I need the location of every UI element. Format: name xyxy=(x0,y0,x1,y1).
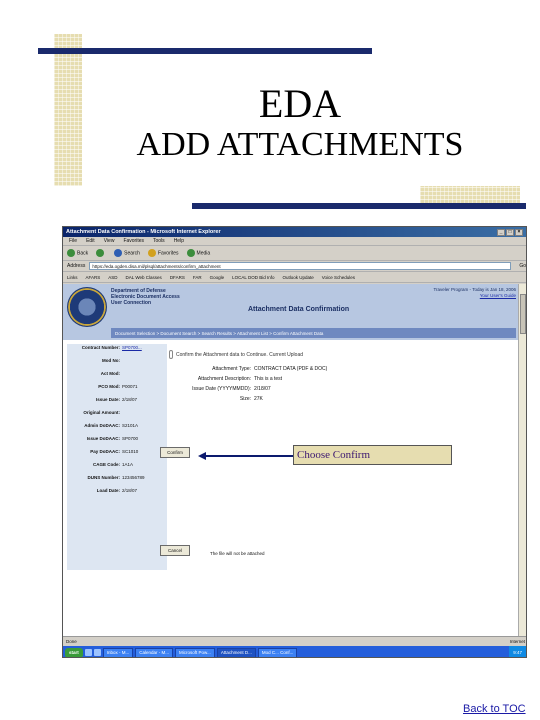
confirm-button[interactable]: Confirm xyxy=(160,447,190,458)
links-bar xyxy=(63,272,526,283)
link-outlook-update[interactable]: Outlook Update xyxy=(282,274,314,280)
media-icon xyxy=(187,249,195,257)
decorative-bottom-rule xyxy=(192,203,526,209)
taskbar-item-active[interactable]: Attachment D... xyxy=(217,648,256,658)
callout-arrow-icon xyxy=(198,452,206,460)
menu-tools[interactable]: Tools xyxy=(153,238,165,244)
info-row: Pay DoDAAC: SC1010 xyxy=(90,449,139,454)
forward-arrow-icon xyxy=(96,249,104,257)
eda-org-name: Department of Defense Electronic Document Access User Connection xyxy=(111,288,180,306)
back-button[interactable]: Back xyxy=(67,249,88,257)
screen-title: Attachment Data Confirmation xyxy=(248,306,350,313)
link-voice-schedules[interactable]: Voice Schedules xyxy=(321,274,356,280)
search-icon xyxy=(114,249,122,257)
link-dal-web-classes[interactable]: DAL Web Classes xyxy=(125,274,162,280)
star-icon xyxy=(148,249,156,257)
link-afars[interactable]: AFARS xyxy=(85,274,101,280)
search-button[interactable]: Search xyxy=(114,249,140,257)
info-row: DUNS Number: 123456789 xyxy=(87,475,145,480)
maximize-button[interactable]: □ xyxy=(506,229,514,236)
info-row: Act Mod: xyxy=(100,371,120,376)
info-row: Load Date: 2/18/07 xyxy=(96,488,138,493)
menu-view[interactable]: View xyxy=(103,238,115,244)
info-row: Issue Date: 2/18/07 xyxy=(95,397,138,402)
status-text: Done xyxy=(66,638,77,644)
quick-launch-icon[interactable] xyxy=(94,649,101,656)
instruction-text: Confirm the Attachment data to Continue. Current Upload xyxy=(169,350,303,359)
forward-button[interactable] xyxy=(96,249,106,257)
back-arrow-icon xyxy=(67,249,75,257)
info-row: Contract Number: SP0700... xyxy=(67,344,167,357)
status-bar xyxy=(63,636,527,645)
contract-number-link[interactable]: SP0700... xyxy=(122,345,142,350)
info-row: Issue DoDAAC: SP0700 xyxy=(86,436,139,441)
decorative-top-rule xyxy=(38,48,372,54)
size-row: Size: 27K xyxy=(239,396,263,402)
scrollbar-thumb[interactable] xyxy=(520,294,526,334)
link-dfars[interactable]: DFARS xyxy=(169,274,185,280)
media-button[interactable]: Media xyxy=(187,249,211,257)
breadcrumb[interactable]: Document Selection > Document Search > Search Results > Attachment List > Confirm Attachment Data xyxy=(111,328,516,338)
info-row: Admin DoDAAC: S2101A xyxy=(84,423,139,428)
address-input[interactable]: https://eda.ogden.disa.mil/plsql/attachments/confirm_attachment xyxy=(89,262,511,270)
favorites-button[interactable]: Favorites xyxy=(148,249,179,257)
taskbar-item[interactable]: Calendar - M... xyxy=(135,648,173,658)
cancel-message: The file will not be attached xyxy=(210,551,265,556)
taskbar-item[interactable]: Mod C... Conf... xyxy=(258,648,298,658)
contract-info-panel xyxy=(67,344,167,570)
slide-title: EDA xyxy=(258,81,342,126)
address-label: Address xyxy=(67,263,86,269)
back-to-toc-link[interactable]: Back to TOC xyxy=(463,703,526,715)
info-row: PCO Mod: P00071 xyxy=(98,384,138,389)
link-asd[interactable]: ASD xyxy=(108,274,118,280)
menu-file[interactable]: File xyxy=(69,238,78,244)
window-titlebar xyxy=(63,227,526,237)
menu-favorites[interactable]: Favorites xyxy=(123,238,144,244)
paperclip-icon xyxy=(169,350,173,359)
taskbar-item[interactable]: Microsoft Pow... xyxy=(175,648,215,658)
window-title: Attachment Data Confirmation - Microsoft Internet Explorer xyxy=(66,229,221,235)
menu-help[interactable]: Help xyxy=(173,238,184,244)
slide-subtitle: ADD ATTACHMENTS xyxy=(136,126,464,163)
info-row: Mod No: xyxy=(102,358,120,363)
quick-launch-icon[interactable] xyxy=(85,649,92,656)
menu-bar xyxy=(63,237,526,246)
links-label: Links xyxy=(67,274,78,280)
close-button[interactable]: × xyxy=(515,229,523,236)
eda-header xyxy=(63,284,520,340)
system-tray-clock: 9:47 xyxy=(509,646,526,658)
users-guide-link[interactable]: Your User's Guide xyxy=(479,293,516,298)
user-info: Traveler Program - Today is Jan 18, 2006 Your User's Guide xyxy=(433,287,516,298)
callout-arrow-line xyxy=(205,455,295,457)
browser-window xyxy=(62,226,527,658)
link-local-dod[interactable]: LOCAL DOD Bid Info xyxy=(232,274,275,280)
windows-taskbar xyxy=(63,646,527,658)
link-far[interactable]: FAR xyxy=(192,274,202,280)
address-bar xyxy=(63,261,526,272)
minimize-button[interactable]: _ xyxy=(497,229,505,236)
start-button[interactable]: start xyxy=(65,648,83,658)
info-row: Original Amount: xyxy=(83,410,120,415)
issue-date-row: Issue Date (YYYYMMDD): 2/18/07 xyxy=(192,386,271,392)
internet-zone: Internet xyxy=(509,638,525,644)
taskbar-item[interactable]: Inbox - M... xyxy=(103,648,134,658)
link-google[interactable]: Google xyxy=(209,274,225,280)
callout-box: Choose Confirm xyxy=(293,445,452,465)
vertical-scrollbar[interactable] xyxy=(518,284,526,636)
go-button[interactable]: Go xyxy=(519,263,526,269)
attachment-type-row: Attachment Type: CONTRACT DATA (PDF & DOC) xyxy=(212,366,328,372)
cancel-button[interactable]: Cancel xyxy=(160,545,190,556)
dod-seal-logo xyxy=(67,287,107,327)
info-row: CAGE Code: 1A1A xyxy=(93,462,134,467)
attachment-description-row: Attachment Description: This is a test xyxy=(197,376,283,382)
menu-edit[interactable]: Edit xyxy=(86,238,95,244)
browser-toolbar xyxy=(63,246,526,261)
